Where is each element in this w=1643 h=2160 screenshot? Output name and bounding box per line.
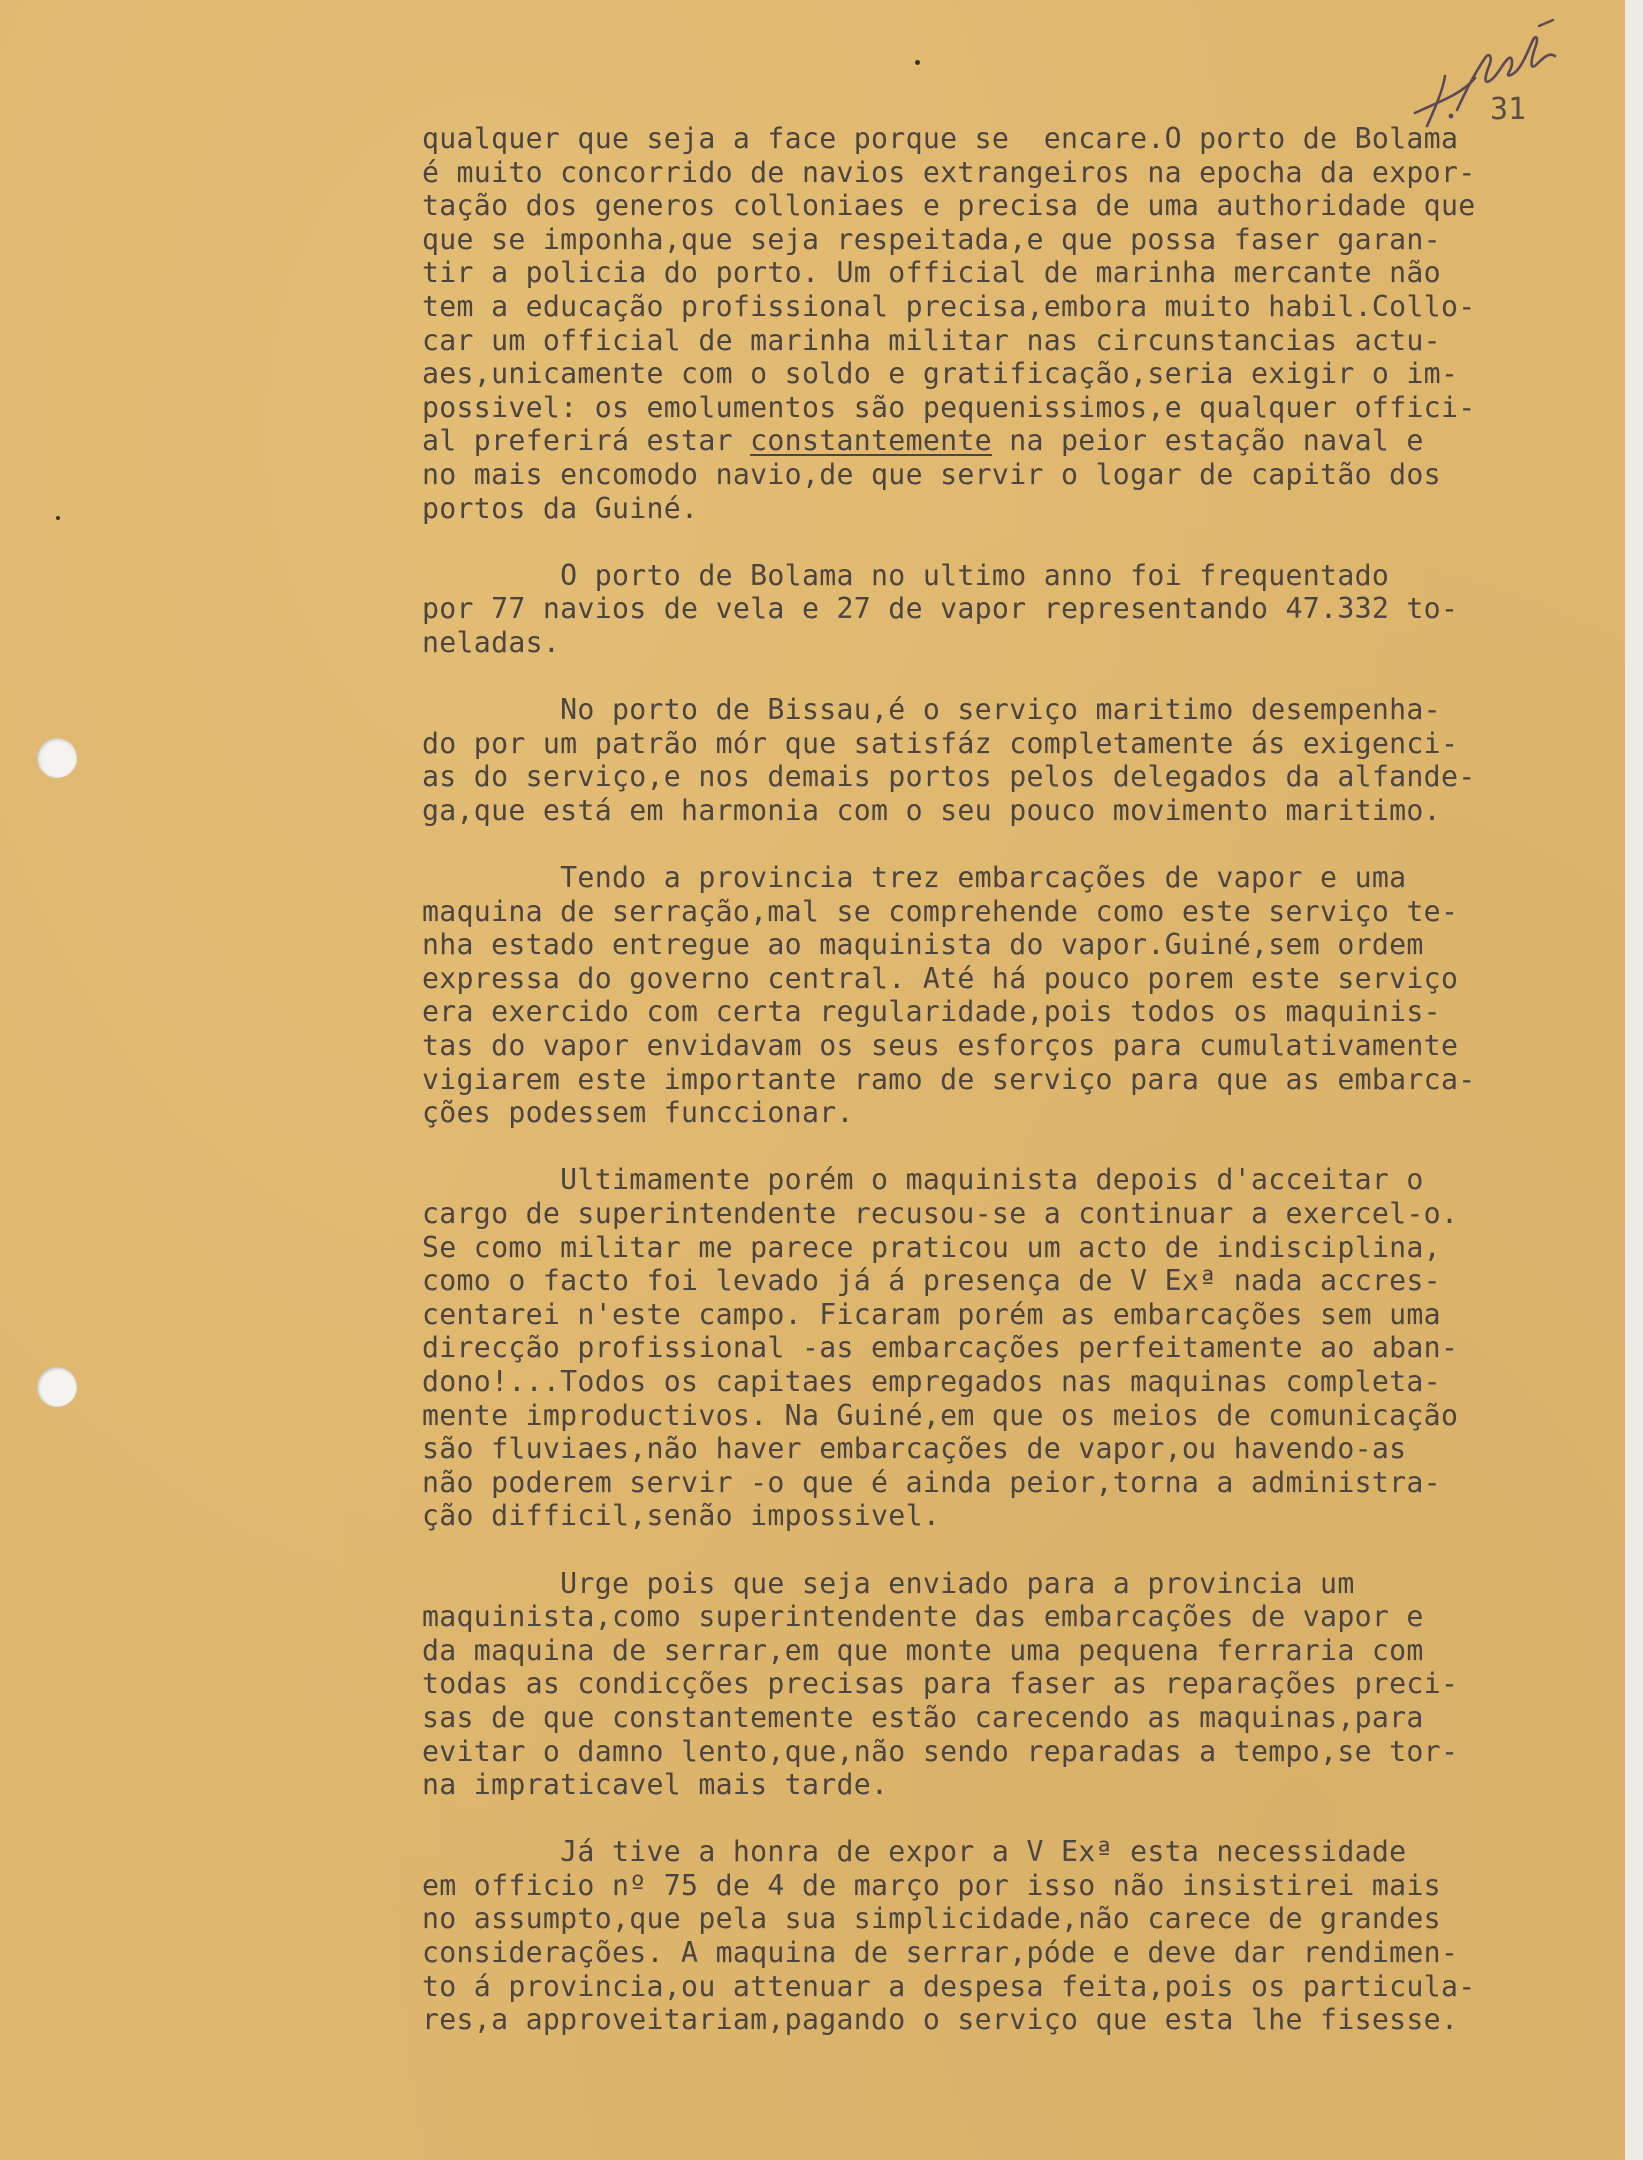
text-line: tação dos generos colloniaes e precisa de uma authoridade que [422, 189, 1476, 223]
text-line: ga,que está em harmonia com o seu pouco movimento maritimo. [422, 793, 1441, 827]
punch-hole-top [37, 738, 77, 778]
text-line: maquina de serração,mal se comprehende como este serviço te- [422, 894, 1459, 928]
text-line: possivel: os emolumentos são pequenissimos,e qualquer offici- [422, 390, 1476, 424]
text-line: ção difficil,senão impossivel. [422, 1499, 941, 1533]
page-number: 31 [1490, 92, 1527, 127]
text-line: Já tive a honra de expor a V Exª esta necessidade [422, 1835, 1407, 1869]
text-line: as do serviço,e nos demais portos pelos delegados da alfande- [422, 760, 1476, 794]
text-line: vigiarem este importante ramo de serviço para que as embarca- [422, 1062, 1476, 1096]
text-line: res,a approveitariam,pagando o serviço que esta lhe fisesse. [422, 2003, 1459, 2037]
paragraph [422, 559, 1617, 660]
text-line: qualquer que seja a face porque se encare.O porto de Bolama [422, 122, 1459, 155]
text-line: no mais encomodo navio,de que servir o logar de capitão dos [422, 457, 1441, 491]
paragraph [422, 1567, 1617, 1802]
text-line: neladas. [422, 625, 561, 659]
text-line: da maquina de serrar,em que monte uma pequena ferraria com [422, 1633, 1424, 1667]
text-line: no assumpto,que pela sua simplicidade,não carece de grandes [422, 1902, 1441, 1936]
text-line: é muito concorrido de navios extrangeiros na epocha da expor- [422, 155, 1476, 189]
text-line: nha estado entregue ao maquinista do vapor.Guiné,sem ordem [422, 928, 1424, 962]
text-line: que se imponha,que seja respeitada,e que possa faser garan- [422, 222, 1441, 256]
text-line: são fluviaes,não haver embarcações de vapor,ou havendo-as [422, 1432, 1407, 1466]
text-line: como o facto foi levado já á presença de V Exª nada accres- [422, 1264, 1441, 1298]
text-line: Ultimamente porém o maquinista depois d'acceitar o [422, 1163, 1424, 1197]
punch-hole-bottom [37, 1367, 77, 1407]
text-line: por 77 navios de vela e 27 de vapor representando 47.332 to- [422, 592, 1459, 626]
text-line: centarei n'este campo. Ficaram porém as embarcações sem uma [422, 1297, 1441, 1331]
text-line: cargo de superintendente recusou-se a continuar a exercel-o. [422, 1197, 1459, 1230]
text-line: do por um patrão mór que satisfáz completamente ás exigenci- [422, 726, 1459, 760]
ink-speck [915, 60, 920, 65]
text-line: tas do vapor envidavam os seus esforços para cumulativamente [422, 1029, 1459, 1063]
text-line: Urge pois que seja enviado para a provincia um [422, 1566, 1355, 1600]
text-line: O porto de Bolama no ultimo anno foi frequentado [422, 558, 1390, 592]
text-line: portos da Guiné. [422, 491, 699, 525]
text-line: to á provincia,ou attenuar a despesa feita,pois os particula- [422, 1969, 1476, 2003]
text-line: al preferirá estar constantemente na peior estação naval e [422, 424, 1424, 458]
ink-speck [56, 516, 60, 520]
text-line: Se como militar me parece praticou um acto de indisciplina, [422, 1230, 1441, 1264]
text-line: em officio nº 75 de 4 de março por isso não insistirei mais [422, 1868, 1441, 1902]
page-edge [1625, 0, 1643, 2160]
text-line: car um official de marinha militar nas circunstancias actu- [422, 323, 1441, 357]
text-line: aes,unicamente com o soldo e gratificação,seria exigir o im- [422, 357, 1459, 391]
text-line: na impraticavel mais tarde. [422, 1768, 889, 1802]
text-line: maquinista,como superintendente das embarcações de vapor e [422, 1600, 1424, 1634]
paragraph [422, 122, 1617, 525]
text-line: mente improductivos. Na Guiné,em que os meios de comunicação [422, 1398, 1459, 1432]
paragraph [422, 693, 1617, 827]
paragraph [422, 1835, 1617, 2037]
text-line: tir a policia do porto. Um official de marinha mercante não [422, 256, 1441, 290]
text-line: não poderem servir -o que é ainda peior,torna a administra- [422, 1465, 1441, 1499]
text-line: dono!...Todos os capitaes empregados nas maquinas completa- [422, 1364, 1441, 1398]
underlined-word: constantemente [750, 424, 992, 458]
typed-letter-body [422, 122, 1617, 2037]
paragraph [422, 861, 1617, 1130]
text-line: tem a educação profissional precisa,embora muito habil.Collo- [422, 289, 1476, 323]
text-line: sas de que constantemente estão carecendo as maquinas,para [422, 1700, 1424, 1734]
text-line: considerações. A maquina de serrar,póde e deve dar rendimen- [422, 1936, 1459, 1970]
text-line: era exercido com certa regularidade,pois todos os maquinis- [422, 995, 1441, 1029]
text-line: evitar o damno lento,que,não sendo reparadas a tempo,se tor- [422, 1734, 1459, 1768]
paragraph [422, 1163, 1617, 1533]
text-line: todas as condicções precisas para faser as reparações preci- [422, 1667, 1459, 1701]
text-line: No porto de Bissau,é o serviço maritimo desempenha- [422, 693, 1441, 727]
text-line: Tendo a provincia trez embarcações de vapor e uma [422, 861, 1407, 895]
text-line: direcção profissional -as embarcações perfeitamente ao aban- [422, 1331, 1459, 1365]
text-line: expressa do governo central. Até há pouco porem este serviço [422, 961, 1459, 995]
text-line: ções podessem funccionar. [422, 1096, 854, 1130]
